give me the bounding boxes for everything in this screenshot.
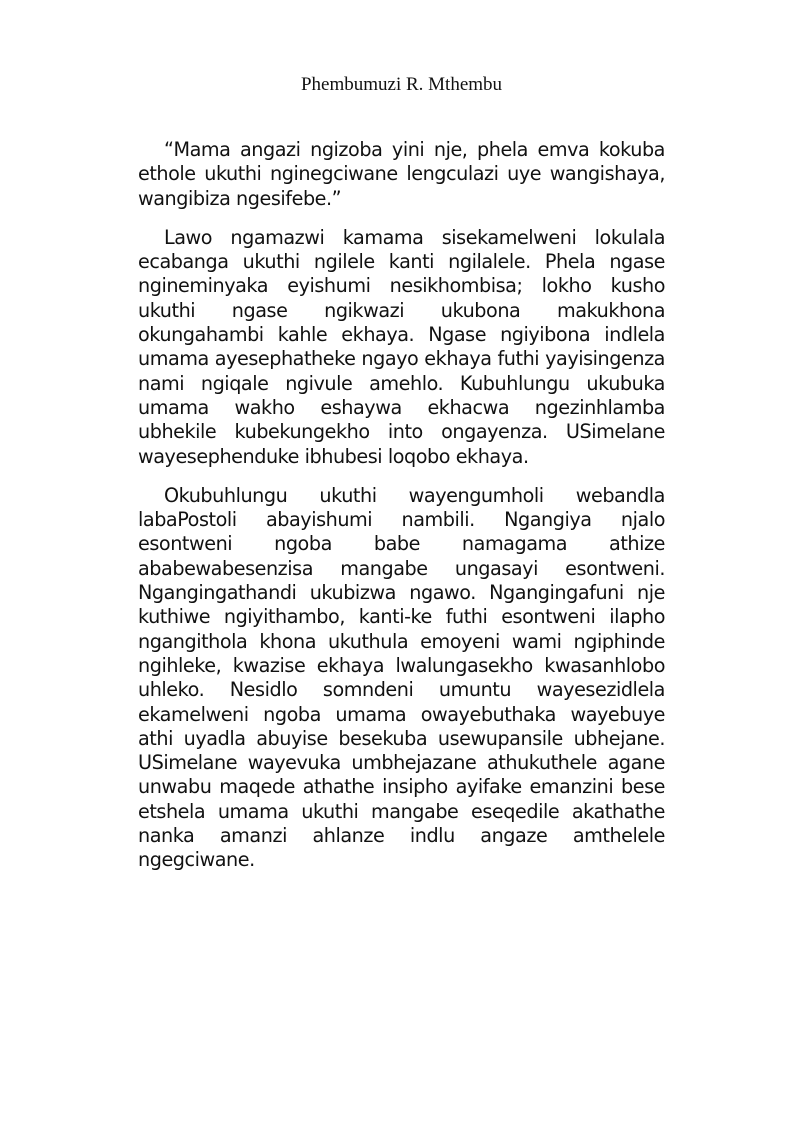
paragraph-1: “Mama angazi ngizoba yini nje, phela emva kokuba ethole ukuthi nginegciwane lengculazi uye wangishaya, wangibiza ngesifebe.” [138,138,665,210]
paragraph-3: Okubuhlungu ukuthi wayengumholi webandla labaPostoli abayishumi nambili. Ngangiya njalo esontweni ngoba babe namagama athize ababewabesenzisa mangabe ungasayi esontweni. Ngangingathandi ukubizwa ngawo. Ngangingafuni nje kuthiwe ngiyithambo, kanti-ke futhi esontweni ilapho ngangithola khona ukuthula emoyeni wami ngiphinde ngihleke, kwazise ekhaya lwalungasekho kwasanhlobo uhleko. Nesidlo somndeni umuntu wayesezidlela ekamelweni ngoba umama owayebuthaka wayebuye athi uyadla abuyise besekuba usewupansile ubhejane. USimelane wayevuka umbhejazane athukuthele agane unwabu maqede athathe insipho ayifake emanzini bese etshela umama ukuthi mangabe eseqedile akathathe nanka amanzi ahlanze indlu angaze amthelele ngegciwane. [138,483,665,872]
body-text [138,138,665,888]
paragraph-2: Lawo ngamazwi kamama sisekamelweni lokulala ecabanga ukuthi ngilele kanti ngilalele. Phela ngase ngineminyaka eyishumi nesikhombisa; lokho kusho ukuthi ngase ngikwazi ukubona makukhona okungahambi kahle ekhaya. Ngase ngiyibona indlela umama ayesephatheke ngayo ekhaya futhi yayisingenza nami ngiqale ngivule amehlo. Kubuhlungu ukubuka umama wakho eshaywa ekhacwa ngezinhlamba ubhekile kubekungekho into ongayenza. USimelane wayesephenduke ibhubesi loqobo ekhaya. [138,225,665,468]
running-header-author: Phembumuzi R. Mthembu [300,74,503,95]
